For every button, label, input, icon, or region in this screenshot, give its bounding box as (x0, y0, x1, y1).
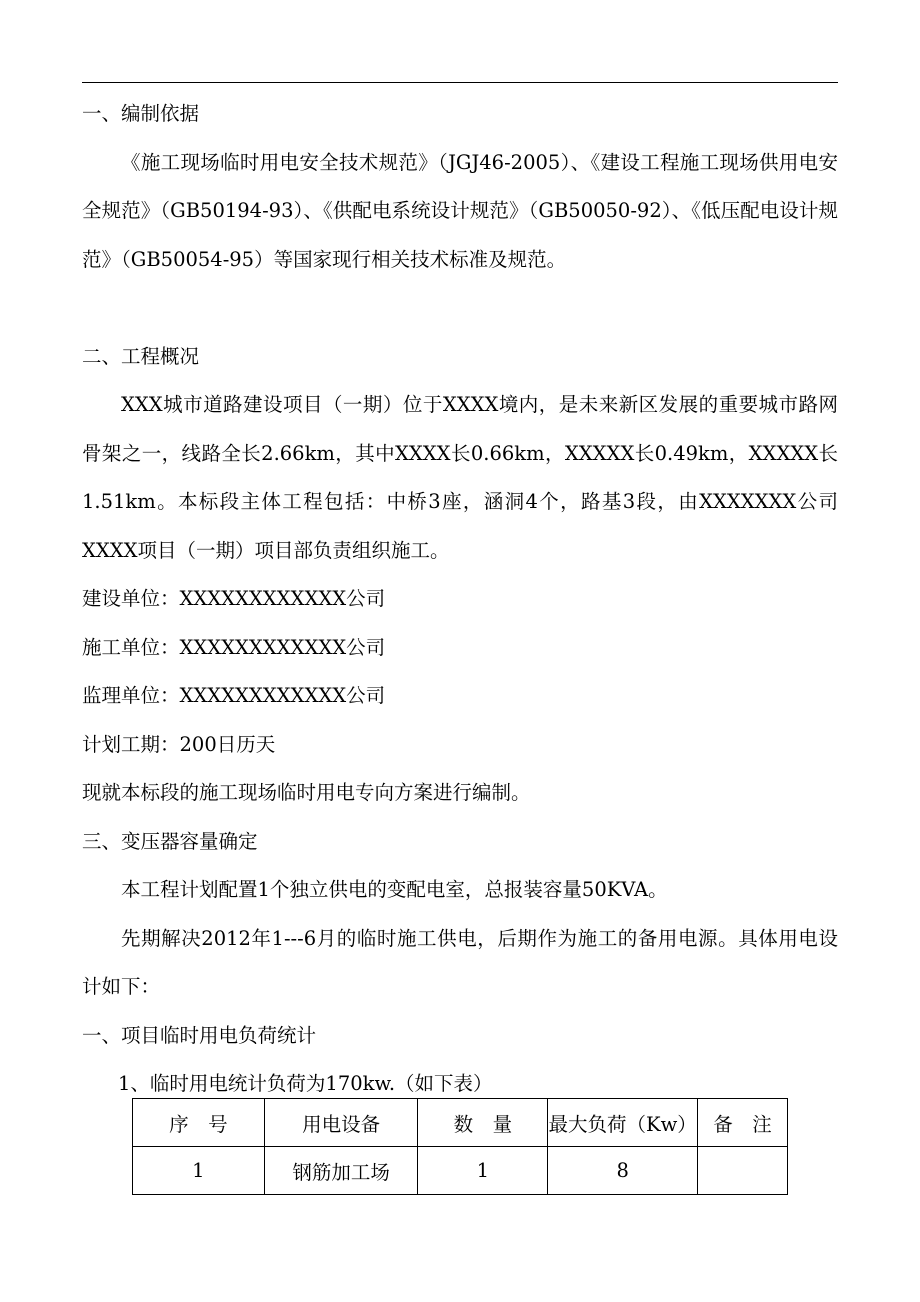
table-header-row (133, 1099, 788, 1147)
section-1-heading: 一、编制依据 (82, 102, 200, 125)
table-row (133, 1147, 788, 1195)
load-table (132, 1098, 788, 1195)
header-cell: 用电设备 (264, 1099, 418, 1147)
owner-unit: 建设单位：XXXXXXXXXXXX公司 (82, 587, 386, 610)
header-rule (82, 82, 838, 83)
section-4-heading: 一、项目临时用电负荷统计 (82, 1023, 317, 1047)
table-cell (698, 1147, 788, 1195)
table-cell: 8 (548, 1147, 698, 1195)
section-2-heading: 二、工程概况 (82, 344, 200, 368)
table-cell: 1 (418, 1147, 548, 1195)
table-cell: 1 (133, 1147, 265, 1195)
supervision-unit: 监理单位：XXXXXXXXXXXX公司 (82, 684, 386, 707)
blank-line (82, 284, 838, 333)
section-3-paragraph-1: 本工程计划配置1个独立供电的变配电室，总报装容量50KVA。 (121, 878, 668, 901)
planned-duration: 计划工期：200日历天 (82, 732, 276, 756)
header-cell: 备 注 (698, 1099, 788, 1147)
section-3-heading: 三、变压器容量确定 (82, 829, 258, 853)
section-3-paragraph-2: 先期解决2012年1---6月的临时施工供电，后期作为施工的备用电源。具体用电设计如下： (82, 926, 838, 998)
table-cell: 钢筋加工场 (264, 1147, 418, 1195)
section-2-paragraph: XXX城市道路建设项目（一期）位于XXXX境内，是未来新区发展的重要城市路网骨架之一，线路全长2.66km，其中XXXX长0.66km，XXXXX长0.49km，XXXXX长1.51km。本标段主体工程包括：中桥3座，涵洞4个，路基3段，由XXXXXXX公司XXXX项目（一期）项目部负责组织施工。 (82, 393, 838, 562)
header-cell: 序 号 (133, 1099, 265, 1147)
load-statistics-caption: 1、临时用电统计负荷为170kw.（如下表） (118, 1072, 493, 1095)
header-cell: 数 量 (418, 1099, 548, 1147)
section-1-paragraph: 《施工现场临时用电安全技术规范》（JGJ46-2005）、《建设工程施工现场供用电安全规范》（GB50194-93）、《供配电系统设计规范》（GB50050-92）、《低压配电设计规范》（GB50054-95）等国家现行相关技术标准及规范。 (82, 150, 838, 271)
document-body (82, 90, 838, 1109)
header-cell: 最大负荷（Kw） (548, 1099, 698, 1147)
construction-unit: 施工单位：XXXXXXXXXXXX公司 (82, 635, 386, 659)
plan-note: 现就本标段的施工现场临时用电专向方案进行编制。 (82, 781, 531, 804)
